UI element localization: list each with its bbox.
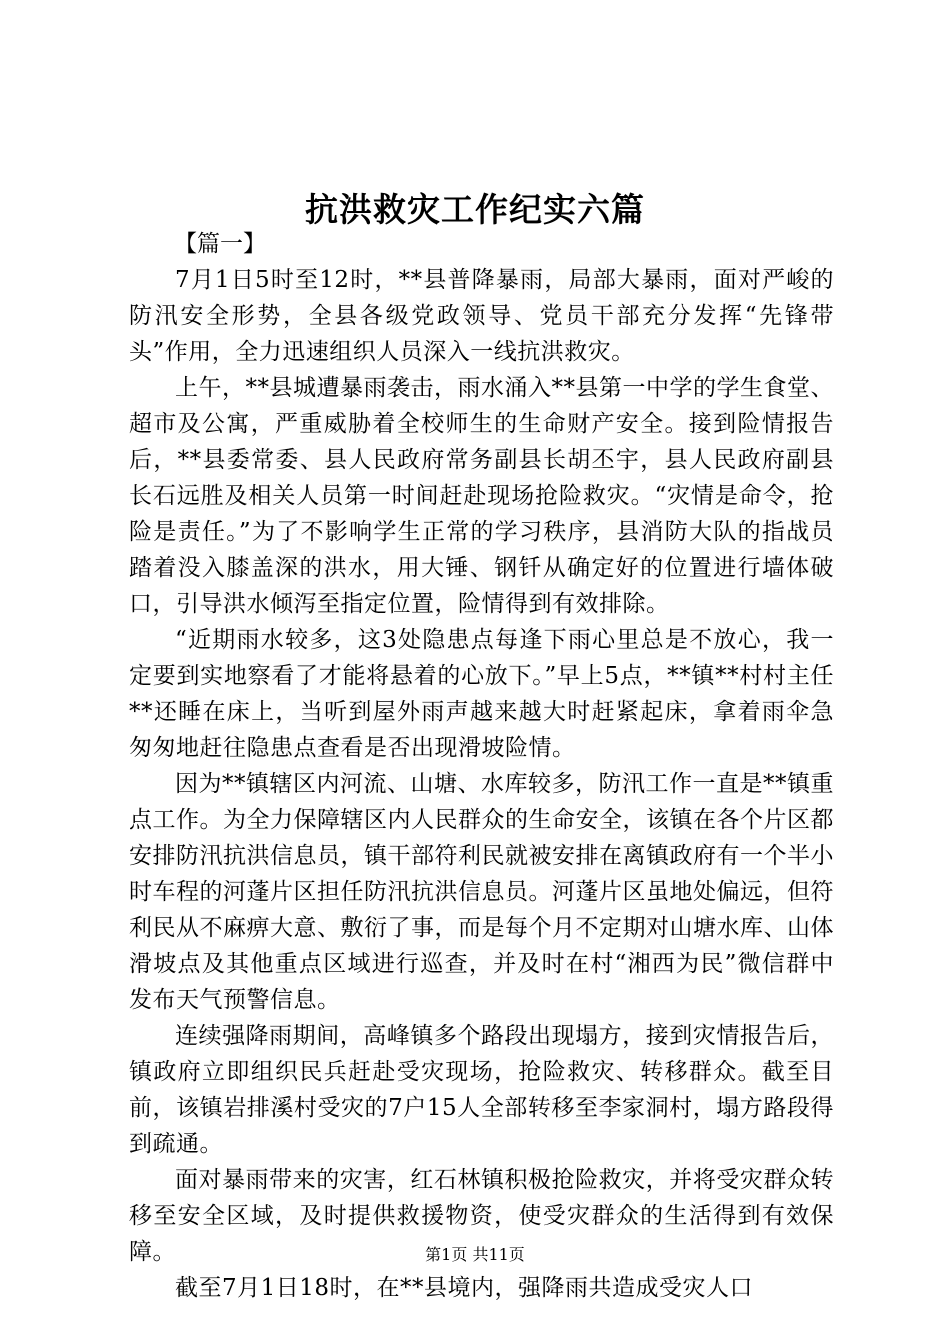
paragraph-5: 连续强降雨期间，高峰镇多个路段出现塌方，接到灾情报告后，镇政府立即组织民兵赶赴受灾现场，抢险救灾、转移群众。截至目前，该镇岩排溪村受灾的7户15人全部转移至李家洞村，塌方路段得到疏通。 [129,1023,834,1157]
page-number-footer: 第1页 共11页 [425,1245,525,1264]
paragraph-4: 因为**镇辖区内河流、山塘、水库较多，防汛工作一直是**镇重点工作。为全力保障辖区内人民群众的生命安全，该镇在各个片区都安排防汛抗洪信息员，镇干部符利民就被安排在离镇政府有一个半小时车程的河蓬片区担任防汛抗洪信息员。河蓬片区虽地处偏远，但符利民从不麻痹大意、敷衍了事，而是每个月不定期对山塘水库、山体滑坡点及其他重点区域进行巡查，并及时在村“湘西为民”微信群中发布天气预警信息。 [129,771,834,1013]
document-title: 抗洪救灾工作纪实六篇 [305,190,645,229]
section-heading: 【篇一】 [174,231,266,257]
paragraph-1: 7月1日5时至12时，**县普降暴雨，局部大暴雨，面对严峻的防汛安全形势，全县各级党政领导、党员干部充分发挥“先锋带头”作用，全力迅速组织人员深入一线抗洪救灾。 [129,267,834,365]
paragraph-3: “近期雨水较多，这3处隐患点每逢下雨心里总是不放心，我一定要到实地察看了才能将悬着的心放下。”早上5点，**镇**村村主任**还睡在床上，当听到屋外雨声越来越大时赶紧起床，拿着雨伞急匆匆地赶往隐患点查看是否出现滑坡险情。 [129,627,834,761]
paragraph-7: 截至7月1日18时，在**县境内，强降雨共造成受灾人口 [175,1275,754,1301]
paragraph-6: 面对暴雨带来的灾害，红石林镇积极抢险救灾，并将受灾群众转移至安全区域，及时提供救援物资，使受灾群众的生活得到有效保障。 [129,1167,834,1265]
paragraph-2: 上午，**县城遭暴雨袭击，雨水涌入**县第一中学的学生食堂、超市及公寓，严重威胁着全校师生的生命财产安全。接到险情报告后，**县委常委、县人民政府常务副县长胡丕宇，县人民政府副县长石远胜及相关人员第一时间赶赴现场抢险救灾。“灾情是命令，抢险是责任。”为了不影响学生正常的学习秩序，县消防大队的指战员踏着没入膝盖深的洪水，用大锤、钢钎从确定好的位置进行墙体破口，引导洪水倾泻至指定位置，险情得到有效排除。 [129,375,834,617]
document-body [129,226,834,1306]
